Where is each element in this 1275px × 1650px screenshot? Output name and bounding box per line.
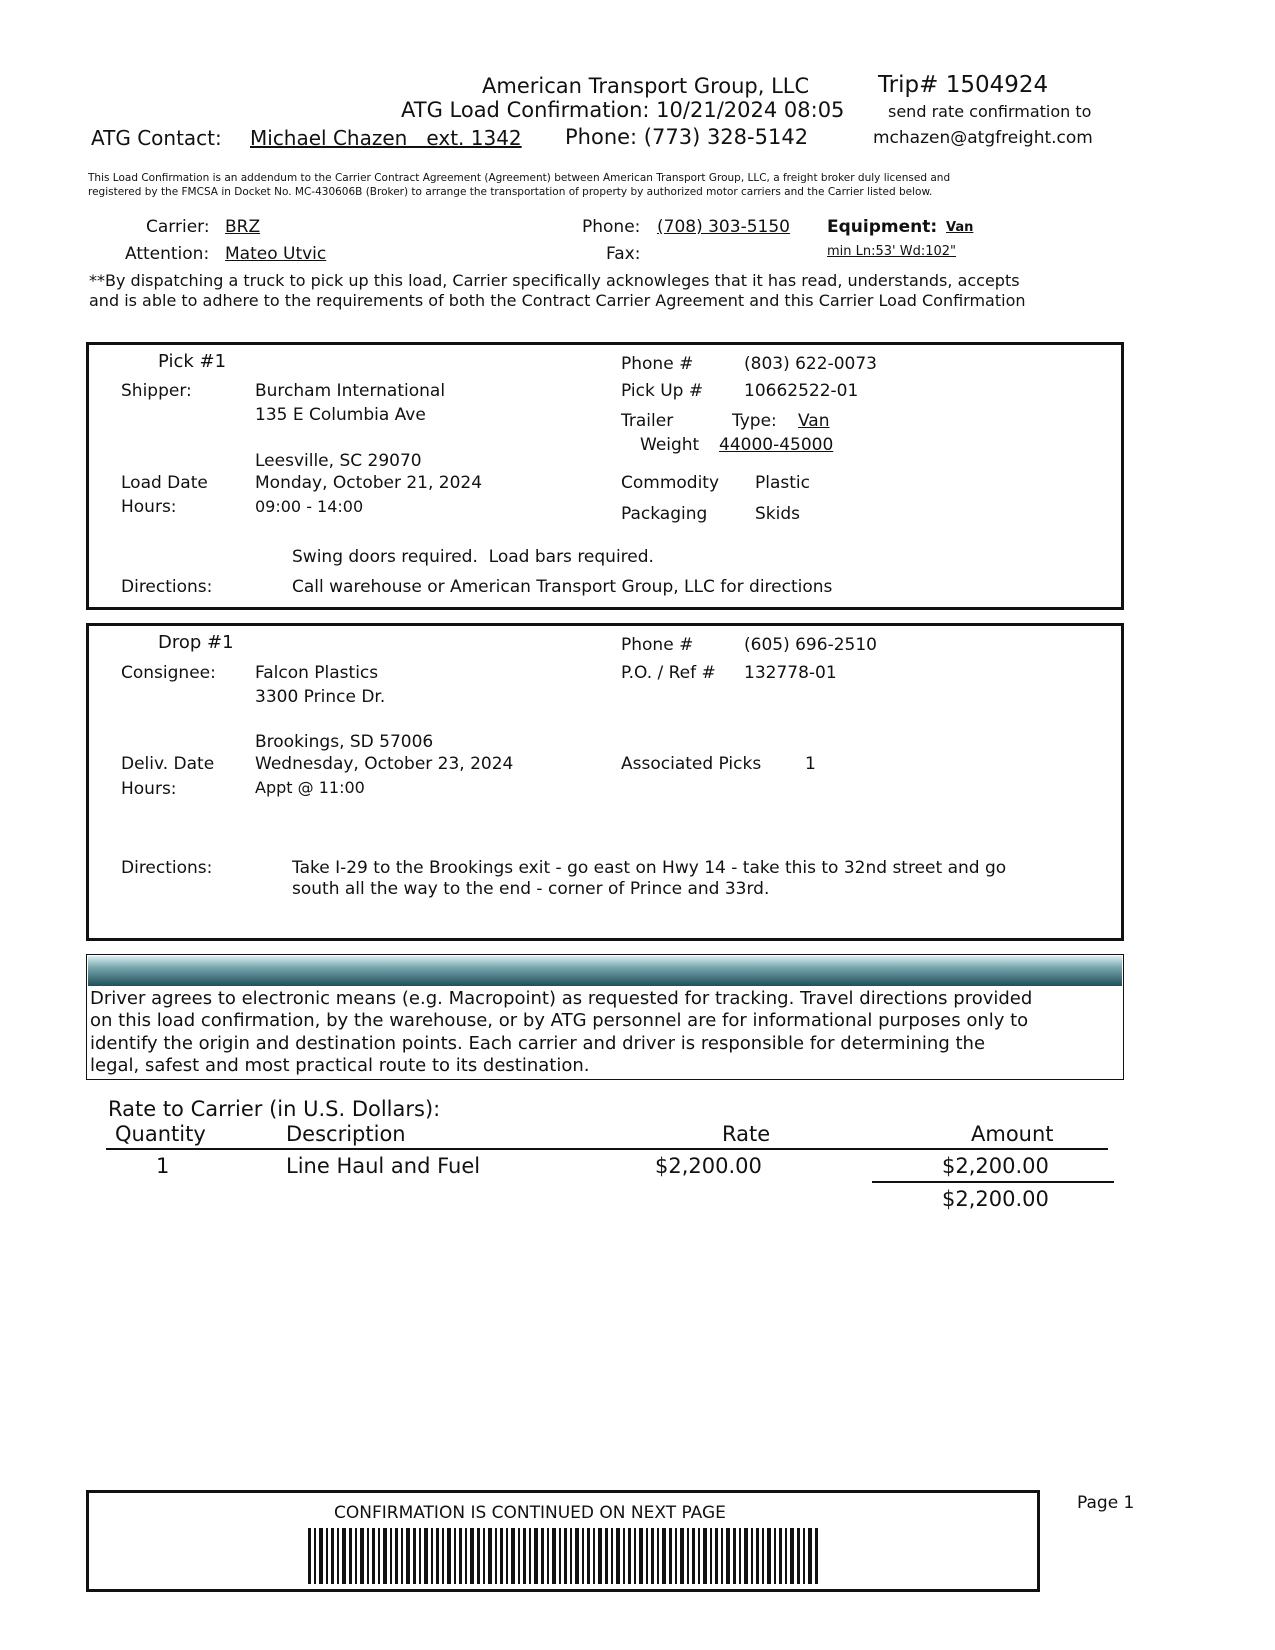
packaging-label: Packaging — [621, 504, 708, 524]
rate-header-description: Description — [286, 1122, 406, 1146]
disclaimer-line-2: registered by the FMCSA in Docket No. MC-430606B (Broker) to arrange the transportation of property by authorized motor carriers and the Carrier listed below. — [88, 186, 933, 198]
shipper-address: 135 E Columbia Ave — [255, 405, 426, 425]
driver-note-line-2: on this load confirmation, by the warehouse, or by ATG personnel are for informational purposes only to — [90, 1010, 1029, 1031]
shipper-label: Shipper: — [121, 381, 192, 401]
po-value: 132778-01 — [744, 663, 837, 683]
drop-hours: Appt @ 11:00 — [255, 778, 365, 797]
pick-hours: 09:00 - 14:00 — [255, 497, 364, 516]
pick-hours-label: Hours: — [121, 497, 177, 517]
carrier-label: Carrier: — [146, 217, 210, 237]
carrier-phone-label: Phone: — [582, 217, 641, 237]
rate-header-rule — [106, 1148, 1108, 1150]
acknowledgement-line-2: and is able to adhere to the requirements of both the Contract Carrier Agreement and this Carrier Load Confirmation — [89, 291, 1026, 310]
consignee-address: 3300 Prince Dr. — [255, 687, 386, 707]
trip-number: Trip# 1504924 — [878, 72, 1049, 98]
trailer-type-label: Type: — [732, 411, 777, 431]
equipment-label: Equipment: — [827, 217, 938, 237]
contact-phone: Phone: (773) 328-5142 — [565, 125, 809, 149]
rate-header-rate: Rate — [722, 1122, 771, 1146]
pickup-number: 10662522-01 — [744, 381, 859, 401]
acknowledgement-line-1: **By dispatching a truck to pick up this load, Carrier specifically acknowleges that it has read, understands, accepts — [89, 271, 1020, 290]
pick-directions: Call warehouse or American Transport Group, LLC for directions — [292, 577, 833, 597]
trailer-type-value: Van — [798, 411, 830, 431]
trailer-label: Trailer — [621, 411, 674, 431]
drop-title: Drop #1 — [158, 632, 234, 653]
consignee-city: Brookings, SD 57006 — [255, 732, 434, 752]
po-label: P.O. / Ref # — [621, 663, 716, 683]
weight-value: 44000-45000 — [719, 435, 834, 455]
send-rate-label: send rate confirmation to — [888, 102, 1092, 121]
pickup-number-label: Pick Up # — [621, 381, 704, 401]
pick-notes: Swing doors required. Load bars required. — [292, 547, 654, 567]
consignee-label: Consignee: — [121, 663, 216, 683]
consignee-name: Falcon Plastics — [255, 663, 379, 683]
shipper-name: Burcham International — [255, 381, 446, 401]
weight-label: Weight — [640, 435, 700, 455]
packaging-value: Skids — [755, 504, 801, 524]
rate-row-rate: $2,200.00 — [655, 1154, 762, 1178]
contact-email[interactable]: mchazen@atgfreight.com — [873, 128, 1093, 148]
equipment-size: min Ln:53' Wd:102" — [827, 244, 957, 259]
assoc-picks-value: 1 — [805, 754, 816, 774]
attention-label: Attention: — [125, 244, 210, 264]
drop-phone-label: Phone # — [621, 635, 694, 655]
driver-note-line-1: Driver agrees to electronic means (e.g. Macropoint) as requested for tracking. Travel directions provided — [90, 988, 1033, 1009]
disclaimer-line-1: This Load Confirmation is an addendum to the Carrier Contract Agreement (Agreement) between American Transport Group, LLC, a freight broker duly licensed and — [88, 172, 951, 184]
carrier-value: BRZ — [225, 217, 261, 237]
equipment-value: Van — [946, 220, 974, 235]
load-date-label: Load Date — [121, 473, 208, 493]
deliv-date-label: Deliv. Date — [121, 754, 215, 774]
drop-directions-line-1: Take I-29 to the Brookings exit - go east on Hwy 14 - take this to 32nd street and go — [292, 858, 1007, 878]
rate-header-quantity: Quantity — [115, 1122, 206, 1146]
rate-row-qty: 1 — [156, 1154, 170, 1178]
driver-note-line-3: identify the origin and destination points. Each carrier and driver is responsible for determining the — [90, 1033, 986, 1054]
rate-title: Rate to Carrier (in U.S. Dollars): — [108, 1097, 441, 1121]
drop-directions-label: Directions: — [121, 858, 213, 878]
continued-notice: CONFIRMATION IS CONTINUED ON NEXT PAGE — [334, 1503, 726, 1523]
deliv-date: Wednesday, October 23, 2024 — [255, 754, 514, 774]
barcode — [308, 1528, 820, 1584]
carrier-phone-value: (708) 303-5150 — [657, 217, 790, 237]
driver-note-line-4: legal, safest and most practical route to its destination. — [90, 1055, 590, 1076]
pick-directions-label: Directions: — [121, 577, 213, 597]
contact-name[interactable]: Michael Chazen ext. 1342 — [250, 126, 522, 150]
fax-label: Fax: — [606, 244, 641, 264]
pick-phone: (803) 622-0073 — [744, 354, 877, 374]
company-name: American Transport Group, LLC — [482, 74, 810, 98]
shipper-city: Leesville, SC 29070 — [255, 451, 422, 471]
attention-value: Mateo Utvic — [225, 244, 327, 264]
rate-row-description: Line Haul and Fuel — [286, 1154, 481, 1178]
rate-total-rule — [872, 1181, 1114, 1183]
assoc-picks-label: Associated Picks — [621, 754, 762, 774]
contact-label: ATG Contact: — [91, 126, 222, 150]
commodity-value: Plastic — [755, 473, 810, 493]
commodity-label: Commodity — [621, 473, 720, 493]
drop-hours-label: Hours: — [121, 779, 177, 799]
page-number: Page 1 — [1077, 1493, 1135, 1513]
rate-row-amount: $2,200.00 — [942, 1154, 1049, 1178]
confirmation-datetime: ATG Load Confirmation: 10/21/2024 08:05 — [401, 98, 845, 122]
rate-total: $2,200.00 — [942, 1187, 1049, 1211]
load-date: Monday, October 21, 2024 — [255, 473, 483, 493]
pick-box — [86, 342, 1124, 610]
pick-phone-label: Phone # — [621, 354, 694, 374]
drop-phone: (605) 696-2510 — [744, 635, 877, 655]
rate-header-amount: Amount — [971, 1122, 1054, 1146]
pick-title: Pick #1 — [158, 351, 227, 372]
driver-note-header-bar — [88, 956, 1122, 986]
drop-directions-line-2: south all the way to the end - corner of Prince and 33rd. — [292, 879, 770, 899]
